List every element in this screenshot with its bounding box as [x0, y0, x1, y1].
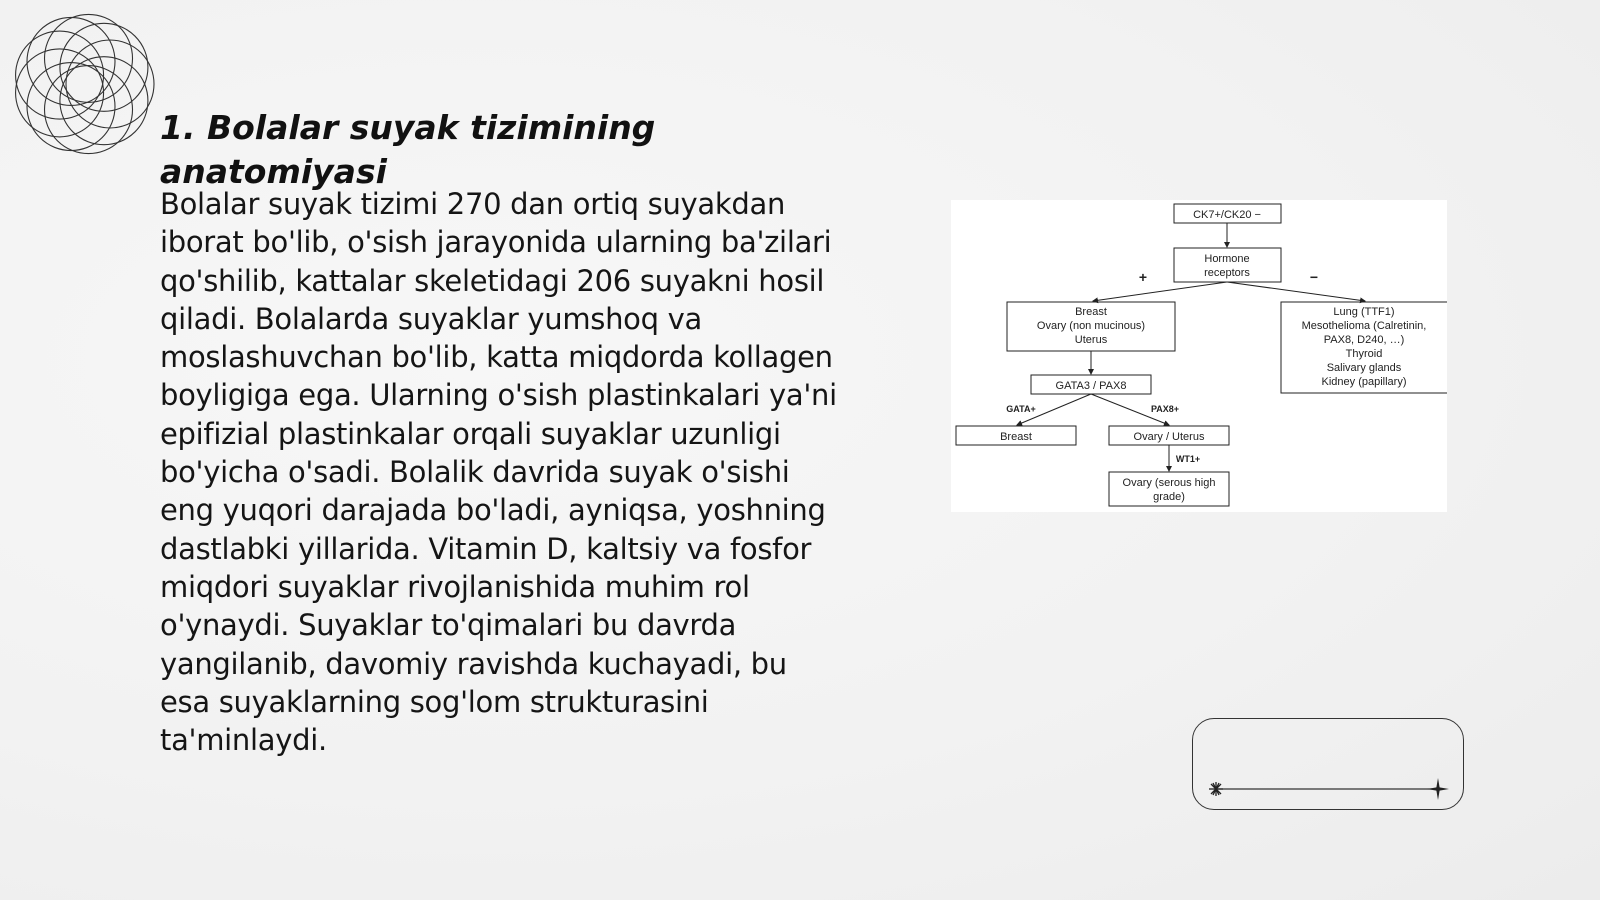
negative-item: Lung (TTF1) — [1333, 306, 1395, 318]
negative-item: Salivary glands — [1326, 362, 1402, 374]
negative-item: Mesothelioma (Calretinin, — [1301, 320, 1427, 332]
negative-item: PAX8, D240, …) — [1323, 334, 1405, 346]
hormone-label-2: receptors — [1204, 267, 1250, 279]
ovary-uterus-label: Ovary / Uterus — [1133, 431, 1205, 443]
plus-sign: + — [1138, 269, 1148, 285]
sparkle-icon — [1209, 782, 1223, 796]
pax-branch-label: PAX8+ — [1150, 404, 1180, 414]
positive-item: Ovary (non mucinous) — [1036, 320, 1146, 332]
minus-sign: − — [1309, 269, 1319, 285]
root-label: CK7+/CK20 − — [1193, 209, 1261, 221]
positive-item: Uterus — [1074, 334, 1108, 346]
ihc-flowchart — [951, 200, 1447, 512]
negative-item: Thyroid — [1345, 348, 1383, 360]
wt1-branch-label: WT1+ — [1175, 454, 1201, 464]
hormone-label-1: Hormone — [1204, 253, 1250, 265]
spirograph-ornament-icon — [8, 8, 160, 160]
four-point-star-icon — [1427, 778, 1449, 800]
ovary-serous-label-2: grade) — [1153, 491, 1185, 503]
slide-title: 1. Bolalar suyak tizimining anatomiyasi — [160, 108, 656, 191]
gata-pax-label: GATA3 / PAX8 — [1055, 380, 1127, 392]
ovary-serous-label-1: Ovary (serous high — [1122, 477, 1216, 489]
gata-branch-label: GATA+ — [1006, 404, 1036, 414]
slide-body-text: Bolalar suyak tizimi 270 dan ortiq suyakdan iborat bo'lib, o'sish jarayonida ularning ba'zilari qo'shilib, kattalar skeletidagi 206 suyakni hosil qiladi. Bolalarda suyaklar yumshoq va moslashuvchan bo'lib, katta miqdorda kollagen boyligiga ega. Ularning o'sish plastinkalari ya'ni epifizial plastinkalar orqali suyaklar uzunligi bo'yicha o'sadi. Bolalik davrida suyak o'sishi eng yuqori darajada bo'ladi, ayniqsa, yoshning dastlabki yillarida. Vitamin D, kaltsiy va fosfor miqdori suyaklar rivojlanishida muhim rol o'ynaydi. Suyaklar to'qimalari bu davrda yangilanib, davomiy ravishda kuchayadi, bu esa suyaklarning sog'lom strukturasini ta'minlaydi. — [160, 187, 837, 758]
negative-item: Kidney (papillary) — [1321, 376, 1407, 388]
breast-label: Breast — [1000, 431, 1032, 443]
positive-item: Breast — [1075, 306, 1107, 318]
decorative-frame — [1192, 718, 1464, 810]
